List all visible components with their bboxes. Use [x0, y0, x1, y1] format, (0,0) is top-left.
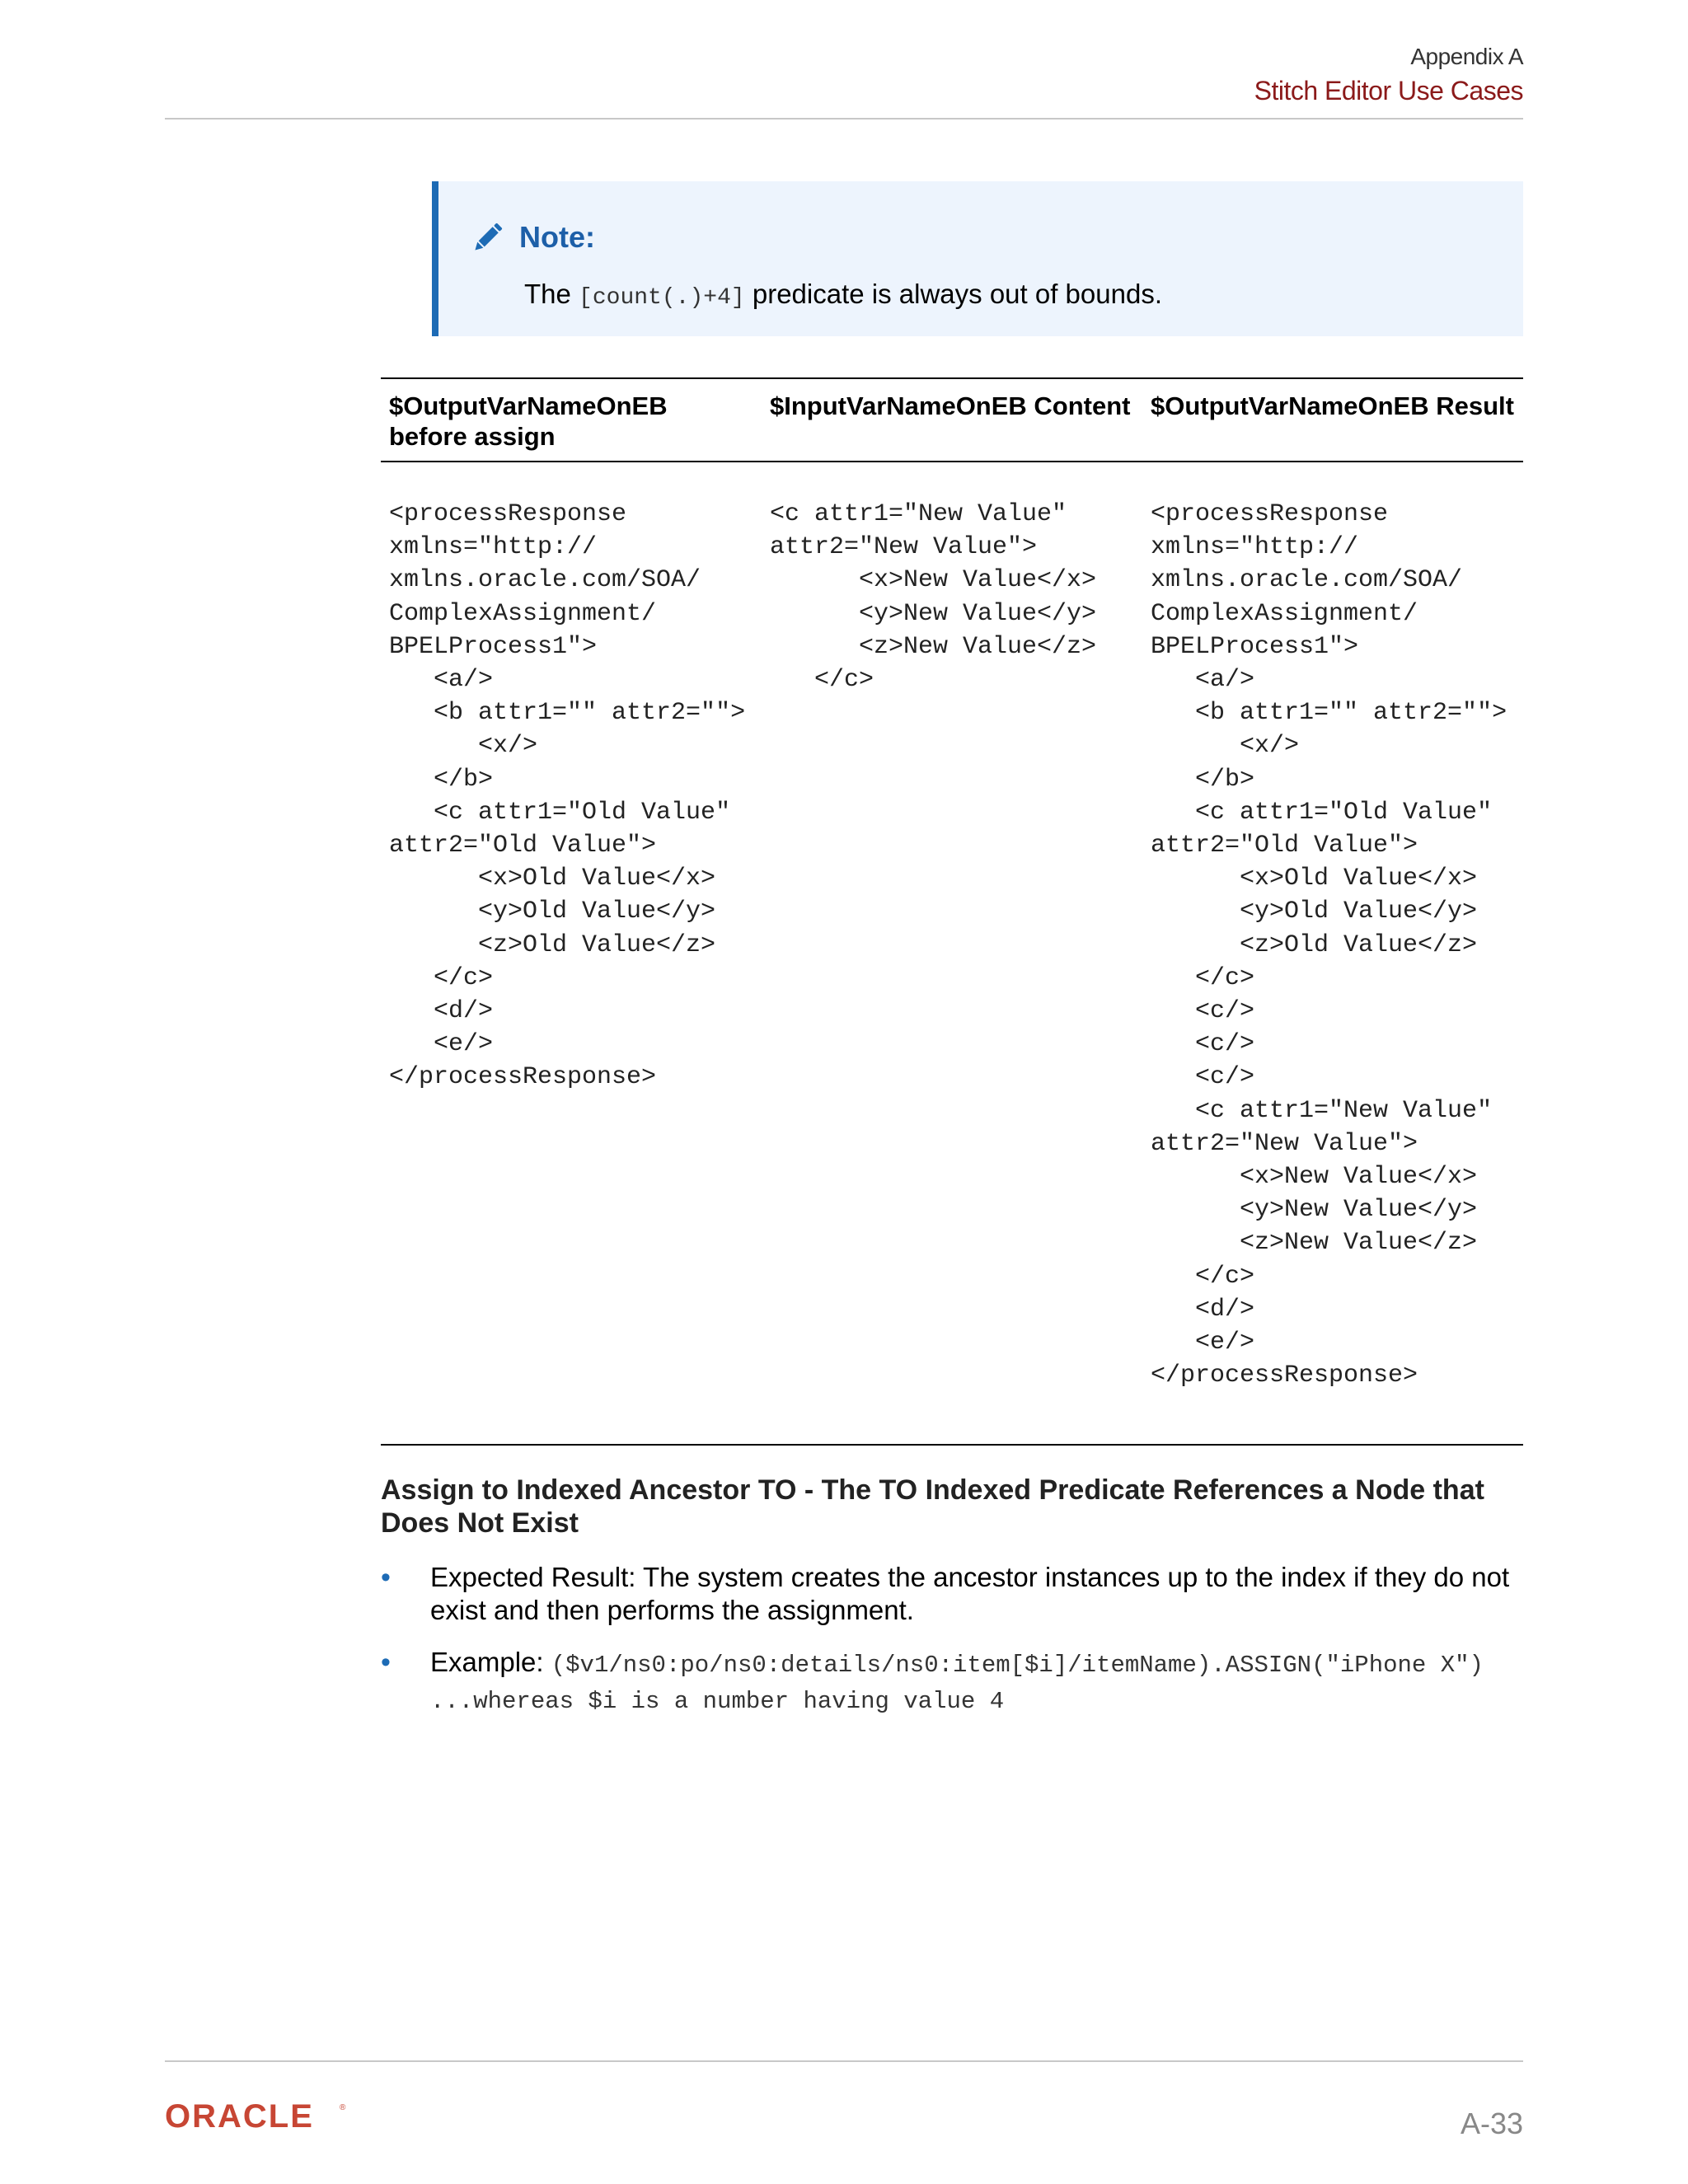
note-code: [count(.)+4] [579, 285, 745, 311]
table-top-rule [381, 377, 1523, 379]
footer-divider [165, 2060, 1523, 2062]
bullet-icon: • [381, 1562, 391, 1593]
table-bottom-rule [381, 1444, 1523, 1446]
table-header-rule [381, 461, 1523, 462]
table-header-before: $OutputVarNameOnEB before assign [389, 391, 668, 451]
table-cell-result-code: <processResponse xmlns="http:// xmlns.oracle.com/SOA/ ComplexAssignment/ BPELProcess1"> <a/> <b attr1="" attr2=""> <x/> </b> <c attr1="Old Value" attr2="Old Value"> <x>Old Value</x> <y>Old Value</y> <z>Old Value</z> </c> <c/> <c/> <c/> <c attr1="New Value" attr2="New Value"> <x>New Value</x> <y>New Value</y> <z>New Value</z> </c> <d/> <e/> </processResponse> [1151, 500, 1507, 1390]
svg-text:ORACLE: ORACLE [165, 2100, 314, 2133]
svg-text:®: ® [340, 2103, 346, 2112]
page-number: A-33 [1460, 2107, 1523, 2140]
section-heading: Assign to Indexed Ancestor TO - The TO Indexed Predicate References a Node that Does Not Exist [381, 1474, 1484, 1539]
example-text: Example: ($v1/ns0:po/ns0:details/ns0:item[$i]/itemName).ASSIGN("iPhone X") ...whereas $i is a number having value 4 [430, 1647, 1484, 1715]
header-divider [165, 118, 1523, 120]
table-cell-before-code: <processResponse xmlns="http:// xmlns.oracle.com/SOA/ ComplexAssignment/ BPELProcess1"> <a/> <b attr1="" attr2=""> <x/> </b> <c attr1="Old Value" attr2="Old Value"> <x>Old Value</x> <y>Old Value</y> <z>Old Value</z> </c> <d/> <e/> </processResponse> [389, 500, 746, 1092]
section-title: Stitch Editor Use Cases [1254, 76, 1523, 105]
table-header-input: $InputVarNameOnEB Content [770, 391, 1131, 420]
note-header [470, 219, 595, 255]
pencil-icon [470, 219, 506, 255]
bullet-icon: • [381, 1647, 391, 1678]
example-code: ($v1/ns0:po/ns0:details/ns0:item[$i]/itemName).ASSIGN("iPhone X") ...whereas $i is a number having value 4 [430, 1652, 1484, 1715]
running-header [1254, 41, 1523, 109]
appendix-label: Appendix A [1410, 44, 1523, 69]
table-header-result: $OutputVarNameOnEB Result [1151, 391, 1514, 420]
table-cell-input-code: <c attr1="New Value" attr2="New Value"> <x>New Value</x> <y>New Value</y> <z>New Value</z> </c> [770, 500, 1097, 695]
note-box [432, 181, 1523, 336]
note-title: Note: [519, 220, 595, 254]
note-text: The [count(.)+4] predicate is always out of bounds. [524, 279, 1162, 311]
oracle-logo [165, 2100, 363, 2133]
expected-result-text: Expected Result: The system creates the ancestor instances up to the index if they do not exist and then performs the assignment. [430, 1562, 1510, 1625]
